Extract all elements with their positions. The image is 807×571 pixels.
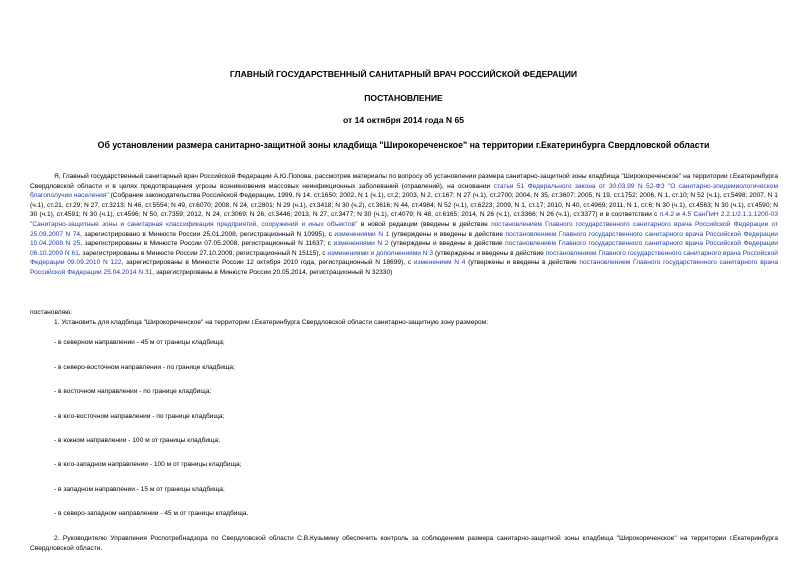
link-sanpin[interactable]: 4.5 СанПиН 2.2.1/2.1.1.1200-03 "Санитарно-защитные зоны и санитарная классификация предприятий, сооружений и иных объектов" (30, 211, 778, 228)
intro-text: (утверждены и введены в действие (433, 249, 546, 257)
link-federal-law[interactable]: статьи 51 Федерального закона от 30.03.99 N 52-ФЗ "О санитарно-эпидемиологическом благополучии населения" (30, 182, 778, 200)
intro-text: , зарегистрированы в Минюсте России 07.05.2008, регистрационный N 11637; с (80, 240, 334, 248)
document-subject: Об установлении размера санитарно-защитной зоны кладбища "Широкореченское" на территории г.Екатеринбурга Свердловской области (97, 140, 710, 150)
list-item: - в западном направлении - 15 м от границы кладбища; (54, 486, 225, 493)
issuer-title: ГЛАВНЫЙ ГОСУДАРСТВЕННЫЙ САНИТАРНЫЙ ВРАЧ РОССИЙСКОЙ ФЕДЕРАЦИИ (229, 69, 578, 79)
point-1: 1. Установить для кладбища "Широкореченское" на территории г.Екатеринбурга Свердловской области санитарно-защитную зону размером: (54, 319, 489, 326)
link-amendment-4[interactable]: изменением N 4 (413, 259, 466, 267)
intro-text: , зарегистрировано в Минюсте России 25.01.2008, регистрационный N 10995), с (80, 230, 335, 238)
date-number: от 14 октября 2014 года N 65 (342, 115, 465, 125)
list-item: - в восточном направлении - по границе кладбища; (54, 388, 212, 395)
link-amendment-3[interactable]: изменениями и дополнениями N 3 (327, 249, 434, 257)
resolves-label: постановляю: (30, 309, 73, 316)
link-amendment-2[interactable]: изменениями N 2 (333, 240, 389, 248)
intro-paragraph (30, 172, 778, 278)
list-item: - в северо-западном направлении - 45 м от границы кладбища. (54, 510, 249, 517)
list-item: - в северо-восточном направлении - по границе кладбища; (54, 364, 235, 371)
intro-text: Я, Главный государственный санитарный врач Российской Федерации А.Ю.Попова, рассмотрев материалы по вопросу об установлении размера санитарно-защитной зоны кладбища "Широкореченское" на территории г.Екатеринбурга Свердловской области и в целях предотвращения угрозы возникновения массовых неинфекционных заболеваний (отравлений), на основании (30, 173, 778, 190)
intro-text: (утверждены и введены в действие (388, 240, 506, 248)
document-type: ПОСТАНОВЛЕНИЕ (364, 93, 443, 103)
list-item: - в южном направлении - 100 м от границы кладбища; (54, 437, 220, 444)
intro-text: и (674, 211, 682, 219)
link-resolution-122[interactable]: постановлением Главного государственного санитарного врача Российской Федерации 09.09.2010 N 122 (30, 249, 778, 267)
link-resolution-74[interactable]: постановлением Главного государственного санитарного врача Российской Федерации от 25.09.2007 N 74 (30, 220, 778, 238)
link-resolution-31[interactable]: постановлением Главного государственного санитарного врача Российской Федерации 25.04.2014 N 31 (30, 259, 778, 276)
link-section-4-2[interactable]: п.4.2 (659, 211, 675, 219)
list-item: - в юго-западном направлении - 100 м от границы кладбища; (54, 461, 242, 468)
intro-text: в новой редакции (введены в действие (357, 220, 492, 228)
link-resolution-61[interactable]: постановлением Главного государственного санитарного врача Российской Федерации 06.10.2009 N 61 (30, 240, 778, 257)
intro-text: , зарегистрированы в Минюсте России 20.05.2014, регистрационный N 32330) (152, 268, 393, 276)
intro-text: (Собрание законодательства Российской Федерации, 1999, N 14, ст.1650; 2002, N 1 (ч.1), ст.2; 2003, N 2, ст.167; N 27 (ч.1), ст.2700; 2004, N 35, ст.3607; 2005, N 19, ст.1752; 2006, N 1, ст.10; N 52 (ч.1), ст.5498; 2007, N 1 (ч.1), ст.21, ст.29; N 27, ст.3213; N 46, ст.5554; N 49, ст.6070; 2008, N 24, ст.2801; N 29 (ч.1), ст.3418; N 30 (ч.2), ст.3616; N 44, ст.4984; N 52 (ч.1), ст.6223; 2009, N 1, ст.17; 2010, N 40, ст.4969; 2011, N 1, ст.6; N 30 (ч.1), ст.4563; N 30 (ч.1), ст.4590; N 30 (ч.1), ст.4591; N 30 (ч.1), ст.4596; N 50, ст.7359; 2012, N 24, ст.3069; N 26, ст.3446; 2013, N 27, ст.3477; N 30 (ч.1), ст.4079; N 48, ст.6165; 2014, N 26 (ч.1), ст.3366; N 26 (ч.1), ст.3377) и в соответствии с (30, 192, 778, 219)
list-item: - в северном направлении - 45 м от границы кладбища; (54, 339, 225, 346)
intro-text: , зарегистрированы в Минюсте России 27.10.2009, регистрационный N 15115), с (78, 249, 328, 257)
intro-text: , зарегистрированы в Минюсте России 12 октября 2010 года, регистрационный N 18699), с (121, 259, 414, 267)
link-amendment-1[interactable]: изменениями N 1 (334, 230, 390, 238)
link-resolution-25[interactable]: постановлением Главного государственного санитарного врача Российской Федерации 10.04.2008 N 25 (30, 230, 778, 248)
list-item: - в юго-восточном направлении - по границе кладбища; (54, 413, 225, 420)
intro-text: (утверждены и введены в действие (389, 230, 506, 238)
intro-text: (утвержены и введены в действие (465, 259, 580, 267)
point-2: 2. Руководителю Управления Роспотребнадзора по Свердловской области С.В.Кузьмину обеспечить контроль за соблюдением размера санитарно-защитной зоны кладбища "Широкореченское" на территории г.Екатеринбурга Свердловской области. (30, 535, 778, 552)
